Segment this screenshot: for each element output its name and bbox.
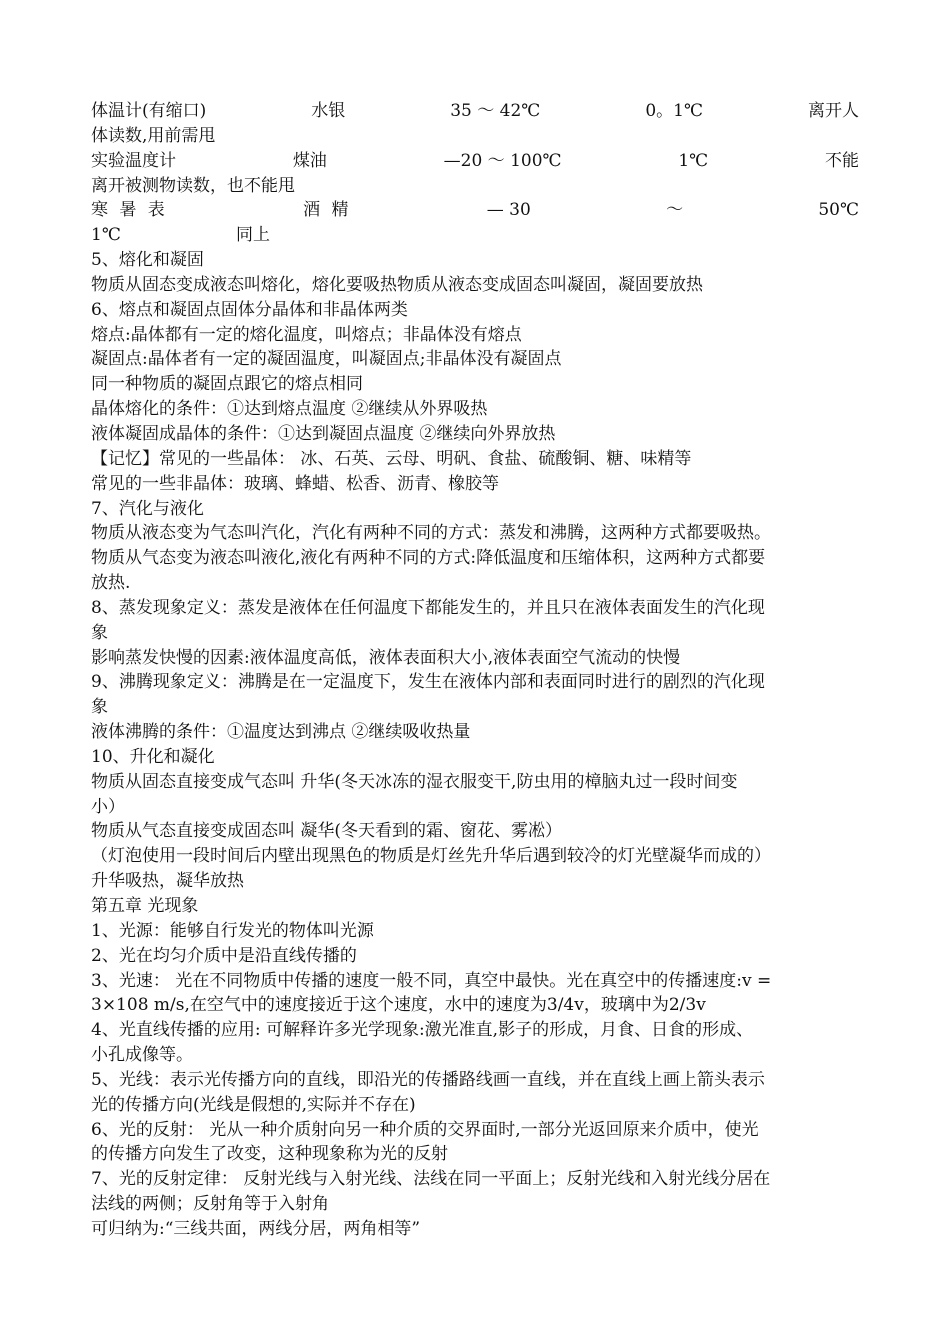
text-line: 晶体熔化的条件：①达到熔点温度 ②继续从外界吸热	[91, 399, 488, 420]
thermometer-note: 不能	[825, 150, 859, 171]
text-line: 10、升化和凝化	[91, 746, 215, 767]
text-line: 物质从气态变为液态叫液化,液化有两种不同的方式:降低温度和压缩体积，这两种方式都要	[91, 548, 766, 569]
text-line: 放热.	[91, 573, 131, 594]
text-line: 小孔成像等。	[91, 1045, 193, 1066]
text-line: 物质从固态变成液态叫熔化，熔化要吸热物质从液态变成固态叫凝固，凝固要放热	[91, 274, 703, 295]
thermometer-name: 体温计(有缩口)	[91, 101, 207, 121]
text-line: 法线的两侧；反射角等于入射角	[91, 1194, 329, 1215]
text-line: 同一种物质的凝固点跟它的熔点相同	[91, 374, 363, 395]
text-line: 的传播方向发生了改变，这种现象称为光的反射	[91, 1144, 448, 1165]
text-line: 物质从液态变为气态叫汽化，汽化有两种不同的方式：蒸发和沸腾，这两种方式都要吸热。	[91, 523, 771, 544]
thermometer-name: 寒 暑 表	[91, 200, 168, 221]
text-line: 升华吸热，凝华放热	[91, 871, 244, 892]
text-line: （灯泡使用一段时间后内壁出现黑色的物质是灯丝先升华后遇到较冷的灯光壁凝华而成的）	[91, 846, 771, 867]
thermometer-name: 实验温度计	[91, 150, 176, 171]
text-line: 4、光直线传播的应用: 可解释许多光学现象:激光准直,影子的形成，月食、日食的形成、	[91, 1020, 754, 1041]
thermometer-liquid: 酒 精	[303, 200, 352, 221]
text-line: 8、蒸发现象定义：蒸发是液体在任何温度下都能发生的，并且只在液体表面发生的汽化现	[91, 597, 765, 618]
text-line: 光的传播方向(光线是假想的,实际并不存在)	[91, 1094, 416, 1115]
thermometer-precision: 1℃	[91, 225, 121, 246]
text-line: 可归纳为:“三线共面，两线分居，两角相等”	[91, 1218, 421, 1239]
text-line: 液体凝固成晶体的条件：①达到凝固点温度 ②继续向外界放热	[91, 423, 556, 444]
text-line: 物质从气态直接变成固态叫 凝华(冬天看到的霜、窗花、雾凇）	[91, 821, 563, 842]
document-body	[91, 99, 859, 1242]
thermometer-range-low: — 30	[486, 200, 531, 221]
thermometer-row-2	[91, 149, 859, 174]
text-line: 3×108 m/s,在空气中的速度接近于这个速度，水中的速度为3/4v，玻璃中为2/3v	[91, 995, 706, 1016]
text-line: 凝固点:晶体者有一定的凝固温度，叫凝固点;非晶体没有凝固点	[91, 349, 562, 370]
text-line: 象	[91, 622, 108, 643]
thermometer-range: 35 ～ 42℃	[450, 101, 541, 121]
text-lines	[91, 248, 859, 1242]
text-line: 6、熔点和凝固点固体分晶体和非晶体两类	[91, 299, 408, 320]
thermometer-row-3-continued	[91, 223, 859, 248]
text-line: 象	[91, 697, 108, 718]
text-line: 【记忆】常见的一些晶体： 冰、石英、云母、明矾、食盐、硫酸铜、糖、味精等	[91, 448, 692, 469]
thermometer-precision: 0。1℃	[645, 101, 703, 121]
thermometer-note-continued: 离开被测物读数，也不能甩	[91, 175, 295, 196]
text-line: 第五章 光现象	[91, 896, 199, 916]
text-line: 熔点:晶体都有一定的熔化温度，叫熔点；非晶体没有熔点	[91, 324, 522, 345]
text-line: 6、光的反射： 光从一种介质射向另一种介质的交界面时,一部分光返回原来介质中，使光	[91, 1119, 759, 1140]
thermometer-liquid: 煤油	[292, 150, 327, 171]
text-line: 物质从固态直接变成气态叫 升华(冬天冰冻的湿衣服变干,防虫用的樟脑丸过一段时间变	[91, 771, 738, 792]
text-line: 7、光的反射定律： 反射光线与入射光线、法线在同一平面上；反射光线和入射光线分居在	[91, 1169, 771, 1190]
thermometer-row-3	[91, 198, 859, 223]
thermometer-range-high: 50℃	[818, 200, 859, 221]
text-line: 3、光速： 光在不同物质中传播的速度一般不同，真空中最快。光在真空中的传播速度:v =	[91, 970, 772, 991]
text-line: 小）	[91, 796, 125, 817]
thermometer-range-sep: ～	[666, 200, 684, 221]
text-line: 影响蒸发快慢的因素:液体温度高低，液体表面积大小,液体表面空气流动的快慢	[91, 647, 681, 668]
text-line: 2、光在均匀介质中是沿直线传播的	[91, 945, 357, 966]
thermometer-row-1	[91, 99, 859, 124]
text-line: 7、汽化与液化	[91, 498, 204, 519]
thermometer-liquid: 水银	[311, 101, 346, 121]
text-line: 5、光线：表示光传播方向的直线，即沿光的传播路线画一直线，并在直线上画上箭头表示	[91, 1069, 765, 1090]
thermometer-note: 离开人	[807, 101, 859, 121]
thermometer-range: —20 ～ 100℃	[443, 150, 562, 171]
text-line: 常见的一些非晶体：玻璃、蜂蜡、松香、沥青、橡胶等	[91, 473, 499, 494]
thermometer-note: 同上	[236, 225, 270, 246]
text-line: 9、沸腾现象定义：沸腾是在一定温度下，发生在液体内部和表面同时进行的剧烈的汽化现	[91, 672, 765, 693]
text-line: 5、熔化和凝固	[91, 250, 204, 271]
text-line: 1、光源：能够自行发光的物体叫光源	[91, 920, 374, 941]
thermometer-note-continued: 体读数,用前需甩	[91, 125, 216, 146]
thermometer-precision: 1℃	[678, 150, 709, 171]
text-line: 液体沸腾的条件：①温度达到沸点 ②继续吸收热量	[91, 722, 471, 743]
